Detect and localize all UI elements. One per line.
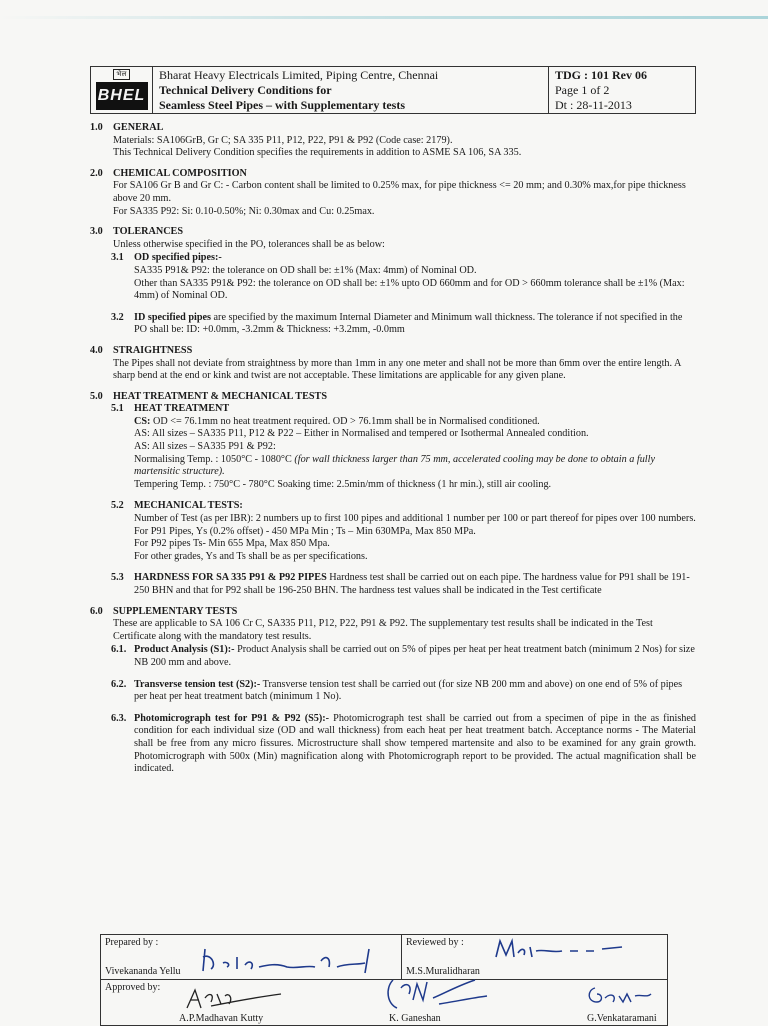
section-title: CHEMICAL COMPOSITION (113, 167, 247, 179)
paragraph: Other than SA335 P91& P92: the tolerance on OD shall be: ±1% upto OD 660mm and for OD > 660mm tolerance shall be ±1% (Max: 4mm) of Nominal OD. (134, 277, 685, 302)
logo-hindi-text: भेल (113, 69, 129, 80)
section-title: TOLERANCES (113, 226, 184, 238)
subsection-number: 5.2 (111, 500, 124, 512)
signature-approver2 (383, 974, 503, 1016)
approver1-name: A.P.Madhavan Kutty (179, 1013, 264, 1024)
subsection-title: Photomicrograph test for P91 & P92 (S5):- (134, 712, 330, 724)
subsection-title: HARDNESS FOR SA 335 P91 & P92 PIPES (134, 572, 327, 584)
paragraph: For SA335 P92: Si: 0.10-0.50%; Ni: 0.30max and Cu: 0.25max. (113, 205, 375, 217)
section-number: 6.0 (90, 605, 103, 617)
subsection-od-specified (111, 252, 696, 302)
subsection-transverse-tension (111, 679, 696, 704)
paragraph: Materials: SA106GrB, Gr C; SA 335 P11, P12, P22, P91 & P92 (Code case: 2179). (113, 134, 453, 146)
subsection-title: Transverse tension test (S2):- (134, 678, 261, 690)
doc-number: TDG : 101 Rev 06 (555, 68, 647, 82)
subsection-photomicrograph (111, 713, 696, 776)
subsection-mechanical-tests (111, 500, 696, 563)
paragraph: AS: All sizes – SA335 P11, P12 & P22 – Either in Normalised and tempered or Isothermal Annealed condition. (134, 428, 589, 440)
prepared-by-label: Prepared by : (105, 937, 159, 948)
paragraph: Product Analysis shall be carried out on 5% of pipes per heat per heat treatment batch (minimum 2 Nos) for size NB 200 mm and above. (134, 644, 695, 668)
subsection-title: OD specified pipes:- (134, 252, 222, 264)
prepared-by-cell (101, 935, 402, 979)
signature-table (100, 934, 668, 1026)
paragraph: are specified by the maximum Internal Diameter and Minimum wall thickness. The tolerance if not specified in the PO shall be: ID: +0.0mm, -3.2mm & Thickness: +3.2mm, -0.0mm (134, 311, 683, 336)
section-number: 3.0 (90, 226, 103, 238)
section-title: SUPPLEMENTARY TESTS (113, 605, 238, 617)
header-meta-block (549, 67, 695, 113)
section-chemical-composition (90, 168, 696, 218)
paragraph: Number of Test (as per IBR): 2 numbers up to first 100 pipes and additional 1 number per 100 or part thereof for pipes over 100 numbers. (134, 513, 696, 525)
paragraph: Normalising Temp. : 1050°C - 1080°C (134, 453, 295, 465)
approver3-name: G.Venkataramani (587, 1013, 657, 1024)
logo-mark: BHEL (96, 82, 148, 110)
approved-by-label: Approved by: (105, 982, 161, 993)
section-title: STRAIGHTNESS (113, 344, 193, 356)
section-tolerances (90, 226, 696, 337)
document-body (90, 122, 696, 784)
paragraph: Tempering Temp. : 750°C - 780°C Soaking time: 2.5min/mm of thickness (1 hr min.), still air cooling. (134, 478, 552, 490)
signature-prepared (197, 943, 387, 977)
section-heat-treatment (90, 391, 696, 598)
approved-by-row (101, 980, 667, 1026)
reviewed-by-label: Reviewed by : (406, 937, 464, 948)
reviewed-by-name: M.S.Muralidharan (406, 966, 480, 977)
org-line: Bharat Heavy Electricals Limited, Piping Centre, Chennai (159, 68, 439, 82)
paragraph: The Pipes shall not deviate from straightness by more than 1mm in any one meter and shall not be more than 6mm over the entire length. A sharp bend at the end or kink and twist are not acceptable. These limitations are applicable for any given plane. (113, 357, 681, 382)
subsection-number: 6.2. (111, 678, 127, 690)
paragraph: SA335 P91& P92: the tolerance on OD shall be: ±1% (Max: 4mm) of Nominal OD. (134, 264, 477, 276)
page-top-edge (0, 16, 768, 19)
subsection-number: 3.1 (111, 252, 124, 264)
page-number: Page 1 of 2 (555, 83, 610, 97)
section-intro: Unless otherwise specified in the PO, tolerances shall be as below: (113, 238, 385, 250)
subsection-title: Product Analysis (S1):- (134, 644, 235, 656)
subsection-title: ID specified pipes (134, 311, 211, 323)
paragraph: For P92 pipes Ts- Min 655 Mpa, Max 850 Mpa. (134, 538, 330, 550)
header-title-block (153, 67, 549, 113)
subsection-hardness (111, 572, 696, 597)
section-body (113, 135, 696, 160)
doc-title-line1: Technical Delivery Conditions for (159, 83, 332, 97)
subsection-id-specified (111, 312, 696, 337)
prepared-by-name: Vivekananda Yellu (105, 966, 181, 977)
subsection-heat-treatment (111, 403, 696, 491)
subsection-number: 6.3. (111, 712, 127, 724)
section-title: HEAT TREATMENT & MECHANICAL TESTS (113, 390, 327, 402)
section-body (113, 180, 696, 218)
italic-note: (for wall thickness larger than 75 mm, accelerated cooling may be done to obtain a fully martensitic structure). (134, 453, 655, 478)
cs-label: CS: (134, 415, 151, 427)
paragraph: For SA106 Gr B and Gr C: - Carbon content shall be limited to 0.25% max, for pipe thickness <= 20 mm; and 0.30% max,for pipe thickness above 20 mm. (113, 180, 686, 204)
section-supplementary-tests (90, 606, 696, 776)
paragraph: OD <= 76.1mm no heat treatment required. OD > 76.1mm shall be in Normalised conditioned. (150, 415, 540, 427)
subsection-number: 6.1. (111, 644, 127, 656)
doc-title-line2: Seamless Steel Pipes – with Supplementary tests (159, 98, 405, 112)
document-header (90, 66, 696, 114)
paragraph: For other grades, Ys and Ts shall be as per specifications. (134, 550, 368, 562)
approver2-name: K. Ganeshan (389, 1013, 441, 1024)
paragraph: This Technical Delivery Condition specifies the requirements in addition to ASME SA 106, SA 335. (113, 147, 522, 159)
paragraph: Photomicrograph test shall be carried out from a specimen of pipe in the as finished condition for each individual size (OD and wall thickness) from each heat per heat treatment batch. Acceptance norms - The Material shall be free from any micro fissures. Microstructure shall show tempered martensite and also to be examined for any grain growth. Photomicrograph with 500x (Min) magnification along with Photomicrograph report to be provided. The actual magnification shall be indicated. (134, 712, 697, 775)
subsection-title: HEAT TREATMENT (134, 403, 230, 415)
paragraph: AS: All sizes – SA335 P91 & P92: (134, 441, 276, 453)
subsection-number: 5.3 (111, 572, 124, 584)
paragraph: For P91 Pipes, Ys (0.2% offset) - 450 MPa Min ; Ts – Min 630MPa, Max 850 MPa. (134, 525, 476, 537)
section-number: 1.0 (90, 122, 103, 133)
subsection-number: 5.1 (111, 403, 124, 415)
company-logo (91, 67, 153, 113)
paragraph: Hardness test shall be carried out on each pipe. The hardness value for P91 shall be 191-250 BHN and that for P92 shall be 196-250 BHN. The hardness test values shall be indicated in the Test certificate (134, 572, 690, 596)
section-title: GENERAL (113, 122, 164, 133)
subsection-product-analysis (111, 644, 696, 669)
subsection-number: 3.2 (111, 311, 124, 323)
section-general (90, 122, 696, 160)
doc-date: Dt : 28-11-2013 (555, 98, 632, 112)
section-number: 5.0 (90, 390, 103, 402)
signature-reviewed (492, 937, 632, 963)
section-straightness (90, 345, 696, 383)
section-number: 4.0 (90, 344, 103, 356)
section-intro: These are applicable to SA 106 Cr C, SA335 P11, P12, P22, P91 & P92. The supplementary test results shall be indicated in the Test Certificate along with the mandatory test results. (113, 618, 653, 642)
section-number: 2.0 (90, 167, 103, 179)
subsection-title: MECHANICAL TESTS: (134, 500, 243, 512)
paragraph: Transverse tension test shall be carried out (for size NB 200 mm and above) on one end of 5% of pipes per heat per heat treatment batch (minimum 1 No). (134, 678, 683, 703)
signature-approver3 (585, 982, 655, 1008)
reviewed-by-cell (402, 935, 667, 979)
signature-approver1 (181, 984, 291, 1014)
